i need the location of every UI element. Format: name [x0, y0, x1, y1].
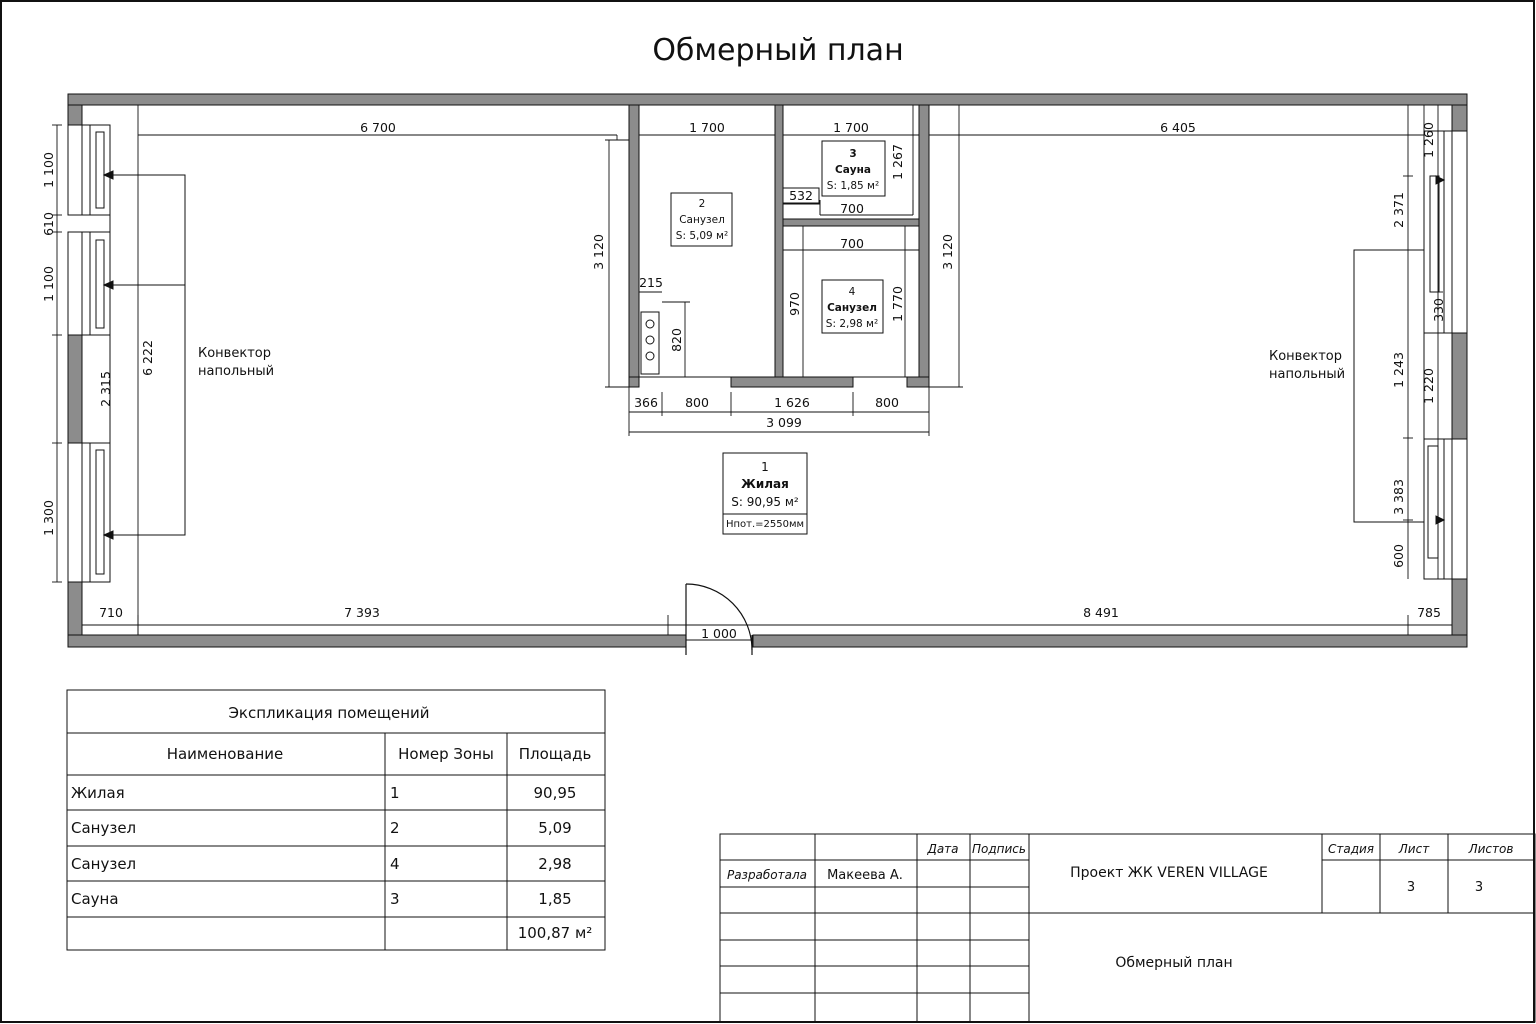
dim-top-right: 6 405 — [1160, 120, 1196, 135]
dim-core-b2: 800 — [685, 395, 709, 410]
dim-left-win2: 1 100 — [41, 266, 56, 302]
row-4-zone: 3 — [390, 890, 400, 908]
dim-wc2-215: 215 — [639, 275, 663, 290]
wall-left-seg3 — [68, 582, 82, 635]
room-tag-1 — [723, 453, 807, 534]
walls — [68, 94, 1467, 647]
row-4-area: 1,85 — [538, 890, 572, 908]
dim-left-win3: 1 300 — [41, 500, 56, 536]
dim-core-height-right: 3 120 — [940, 234, 955, 270]
dim-sauna-width: 700 — [840, 201, 864, 216]
convector-right-label-1: Конвектор — [1269, 349, 1342, 364]
wall-right-seg2 — [1452, 333, 1467, 439]
dim-core-b3: 1 626 — [774, 395, 810, 410]
wall-core-bottom-2 — [731, 377, 853, 387]
dim-core-b4: 800 — [875, 395, 899, 410]
dim-right-1220: 1 220 — [1421, 368, 1436, 404]
title-block — [720, 834, 1535, 1022]
dim-left-win1: 1 100 — [41, 152, 56, 188]
room-2-name: Санузел — [679, 214, 725, 226]
dim-bottom-710: 710 — [99, 605, 123, 620]
stamp-role: Разработала — [726, 868, 808, 882]
row-2-area: 5,09 — [538, 819, 572, 837]
dim-wc2-820: 820 — [669, 328, 684, 352]
stamp-sheets-label: Листов — [1468, 842, 1514, 856]
stamp-date-label: Дата — [927, 842, 959, 856]
room-1-height: Нпот.=2550мм — [725, 519, 805, 530]
room-tag-4 — [822, 280, 883, 333]
page-title: Обмерный план — [652, 33, 904, 68]
wall-left-seg2 — [68, 335, 82, 443]
stamp-sheet: 3 — [1406, 880, 1416, 895]
wall-top — [68, 94, 1467, 105]
room-2-area: S: 5,09 м² — [675, 230, 729, 242]
dim-bottom-785: 785 — [1417, 605, 1441, 620]
wall-bottom-left — [68, 635, 686, 647]
dim-sauna-532: 532 — [789, 188, 813, 203]
dim-sauna-height: 1 267 — [890, 144, 905, 180]
convector-right-label-2: напольный — [1269, 367, 1346, 382]
wall-bottom-right — [753, 635, 1467, 647]
dim-left-gap: 2 315 — [98, 371, 113, 407]
dim-right-2371: 2 371 — [1391, 192, 1406, 228]
wall-right-seg1 — [1452, 105, 1467, 131]
dim-right-3383: 3 383 — [1391, 479, 1406, 515]
stamp-stage-label: Стадия — [1327, 842, 1375, 856]
dim-wc4-height: 1 770 — [890, 286, 905, 322]
wall-core-right — [919, 105, 929, 387]
dim-right-600: 600 — [1391, 544, 1406, 568]
room-2-num: 2 — [698, 198, 706, 210]
explication-table — [67, 690, 605, 950]
dim-wc4-width: 700 — [840, 236, 864, 251]
room-4-area: S: 2,98 м² — [825, 318, 879, 330]
dim-bottom-door: 1 000 — [701, 626, 737, 641]
sink-fixture — [641, 312, 659, 374]
convector-right-outline — [1354, 250, 1424, 522]
wall-core-mid — [775, 105, 783, 387]
row-4-name: Сауна — [71, 890, 119, 908]
entrance-door — [686, 584, 752, 655]
stamp-sheets: 3 — [1474, 880, 1484, 895]
dim-core-height-left: 3 120 — [591, 234, 606, 270]
room-3-area: S: 1,85 м² — [826, 180, 880, 192]
room-3-name: Сауна — [835, 164, 871, 176]
dim-bottom-8491: 8 491 — [1083, 605, 1119, 620]
dim-left-pier: 610 — [41, 212, 56, 236]
explication-header-zone: Номер Зоны — [398, 745, 494, 763]
dim-right-1260: 1 260 — [1421, 122, 1436, 158]
dim-right-330: 330 — [1431, 298, 1446, 322]
dim-top-c1: 1 700 — [689, 120, 725, 135]
room-4-num: 4 — [848, 286, 856, 298]
wall-left-seg1 — [68, 105, 82, 125]
convector-left-label-1: Конвектор — [198, 346, 271, 361]
room-1-area: S: 90,95 м² — [731, 495, 799, 509]
dim-top-c2: 1 700 — [833, 120, 869, 135]
row-1-area: 90,95 — [533, 784, 577, 802]
row-3-area: 2,98 — [538, 855, 572, 873]
dim-core-b1: 366 — [634, 395, 658, 410]
stamp-project: Проект ЖК VEREN VILLAGE — [1070, 865, 1268, 881]
wall-core-bottom-3 — [907, 377, 929, 387]
explication-header-name: Наименование — [166, 745, 284, 763]
wall-right-seg3 — [1452, 579, 1467, 635]
stamp-author: Макеева А. — [827, 868, 903, 883]
explication-header-area: Площадь — [518, 745, 592, 763]
room-1-num: 1 — [761, 460, 769, 474]
wall-core-left — [629, 105, 639, 387]
room-4-name: Санузел — [827, 302, 877, 314]
dim-left-depth: 6 222 — [140, 340, 155, 376]
dim-right-1243: 1 243 — [1391, 352, 1406, 388]
stamp-sign-label: Подпись — [972, 842, 1026, 856]
row-3-name: Санузел — [71, 855, 137, 873]
dim-wc4-970: 970 — [787, 292, 802, 316]
dim-bottom-7393: 7 393 — [344, 605, 380, 620]
convector-left-label-2: напольный — [198, 364, 275, 379]
dim-core-total: 3 099 — [766, 415, 802, 430]
row-1-name: Жилая — [71, 784, 125, 802]
row-2-name: Санузел — [71, 819, 137, 837]
room-1-name: Жилая — [741, 477, 789, 491]
stamp-sheet-label: Лист — [1398, 842, 1430, 856]
room-3-num: 3 — [849, 148, 857, 160]
wall-core-bottom-1 — [629, 377, 639, 387]
room-tag-2 — [671, 193, 732, 246]
row-2-zone: 2 — [390, 819, 400, 837]
wall-sauna-bottom — [783, 219, 919, 226]
row-3-zone: 4 — [390, 855, 400, 873]
stamp-drawing-title: Обмерный план — [1115, 955, 1233, 971]
explication-title: Экспликация помещений — [228, 704, 430, 722]
dim-top-left: 6 700 — [360, 120, 396, 135]
row-1-zone: 1 — [390, 784, 400, 802]
explication-total: 100,87 м² — [517, 924, 593, 942]
room-tag-3 — [822, 141, 885, 196]
